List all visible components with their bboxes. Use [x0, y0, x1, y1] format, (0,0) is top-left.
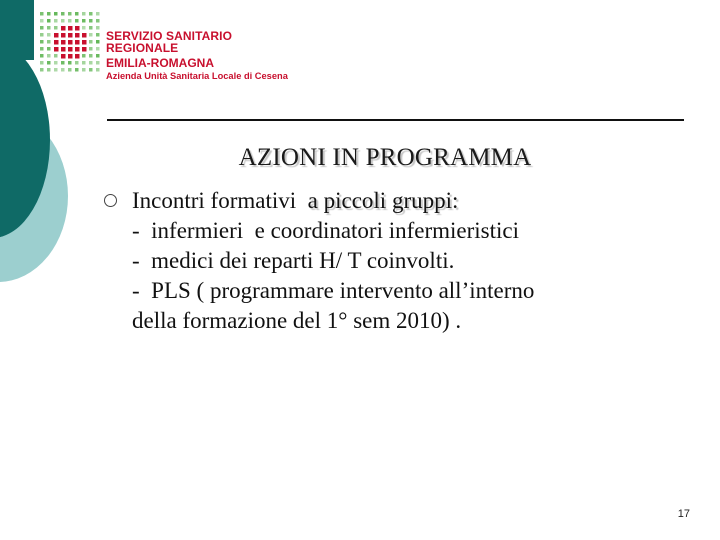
logo-dot — [47, 61, 51, 65]
logo-dot — [40, 33, 44, 37]
logo-dot — [54, 61, 58, 65]
logo-dot — [75, 40, 80, 45]
logo-dot — [47, 33, 51, 37]
logo-dot — [96, 33, 100, 37]
logo-dot — [75, 54, 80, 59]
bullet-circle-icon — [104, 194, 117, 207]
logo-dot — [61, 54, 66, 59]
logo-dot — [96, 68, 100, 72]
logo-line-1: SERVIZIO SANITARIO REGIONALE — [106, 29, 233, 55]
logo-dot — [82, 47, 87, 52]
dark-teal-band — [0, 0, 34, 60]
logo-dot — [47, 54, 51, 58]
bullet-line: - medici dei reparti H/ T coinvolti. — [132, 248, 455, 273]
logo-dot — [75, 12, 79, 16]
logo-dot — [75, 61, 79, 65]
logo-dot — [75, 33, 80, 38]
logo-dot — [82, 61, 86, 65]
logo-dot — [61, 33, 66, 38]
bullet-line: della formazione del 1° sem 2010) . — [132, 308, 462, 333]
logo-dot — [96, 19, 100, 23]
logo-dot — [61, 40, 66, 45]
logo-text — [106, 30, 304, 81]
slide-title: AZIONI IN PROGRAMMA — [238, 144, 532, 171]
logo-dot — [89, 47, 93, 51]
logo-dot — [96, 26, 100, 30]
logo-dot — [40, 26, 44, 30]
logo-dot — [68, 12, 72, 16]
logo-dot — [89, 54, 93, 58]
logo-dot — [40, 12, 44, 16]
logo-line-2: EMILIA-ROMAGNA — [106, 56, 214, 70]
logo-dot — [82, 68, 86, 72]
logo-dot — [82, 54, 86, 58]
logo-dot — [40, 68, 44, 72]
logo-dot — [82, 12, 86, 16]
logo-dot — [82, 33, 87, 38]
logo-dot — [96, 47, 100, 51]
logo-dot — [40, 19, 44, 23]
logo-dot — [82, 19, 86, 23]
logo-dot — [89, 61, 93, 65]
logo-dot — [47, 26, 51, 30]
logo-dot — [89, 19, 93, 23]
logo-dot — [68, 54, 73, 59]
logo-dot — [68, 19, 72, 23]
logo-dot — [61, 61, 65, 65]
logo-dot — [96, 61, 100, 65]
logo-dot-grid — [36, 8, 102, 80]
logo-dot — [75, 68, 79, 72]
horizontal-rule — [107, 119, 684, 121]
logo-dot — [54, 54, 58, 58]
logo-dot — [47, 68, 51, 72]
logo-dot — [40, 40, 44, 44]
bullet-lead-line — [132, 186, 702, 216]
bullet-line: - infermieri e coordinatori infermieristici — [132, 218, 520, 243]
bullet-lead: Incontri formativi — [132, 188, 308, 213]
logo-dot — [96, 54, 100, 58]
logo-dot — [40, 54, 44, 58]
logo-dot — [89, 33, 93, 37]
bullet-line: - PLS ( programmare intervento all’interno — [132, 278, 535, 303]
logo-dot — [68, 40, 73, 45]
logo-dot — [61, 26, 66, 31]
logo-dot — [61, 12, 65, 16]
logo-dot — [89, 26, 93, 30]
logo-dot — [54, 33, 59, 38]
logo-dot — [68, 47, 73, 52]
logo-dot — [40, 47, 44, 51]
logo — [36, 8, 304, 80]
logo-dot — [82, 26, 86, 30]
logo-dot — [68, 26, 73, 31]
logo-dot — [61, 47, 66, 52]
logo-dot — [47, 47, 51, 51]
logo-dot — [75, 19, 79, 23]
logo-dot — [82, 40, 87, 45]
logo-dot — [75, 47, 80, 52]
logo-dot — [68, 61, 72, 65]
page-number: 17 — [677, 508, 690, 520]
bullet-text — [132, 186, 702, 336]
logo-dot — [54, 26, 58, 30]
logo-dot — [54, 68, 58, 72]
logo-dot — [61, 68, 65, 72]
logo-dot — [96, 40, 100, 44]
logo-dot — [47, 12, 51, 16]
logo-line-3: Azienda Unità Sanitaria Locale di Cesena — [106, 71, 288, 81]
logo-dot — [89, 40, 93, 44]
logo-dot — [89, 12, 93, 16]
logo-dot — [68, 33, 73, 38]
logo-dot — [47, 19, 51, 23]
logo-dot — [61, 19, 65, 23]
logo-dot — [54, 19, 58, 23]
logo-dot — [68, 68, 72, 72]
bullet-lead-emphasis: a piccoli gruppi: — [307, 188, 459, 213]
logo-dot — [89, 68, 93, 72]
logo-dot — [54, 12, 58, 16]
logo-dot — [40, 61, 44, 65]
logo-dot — [54, 40, 59, 45]
logo-dot — [96, 12, 100, 16]
logo-dot — [75, 26, 80, 31]
logo-dot — [54, 47, 59, 52]
logo-dot — [47, 40, 51, 44]
